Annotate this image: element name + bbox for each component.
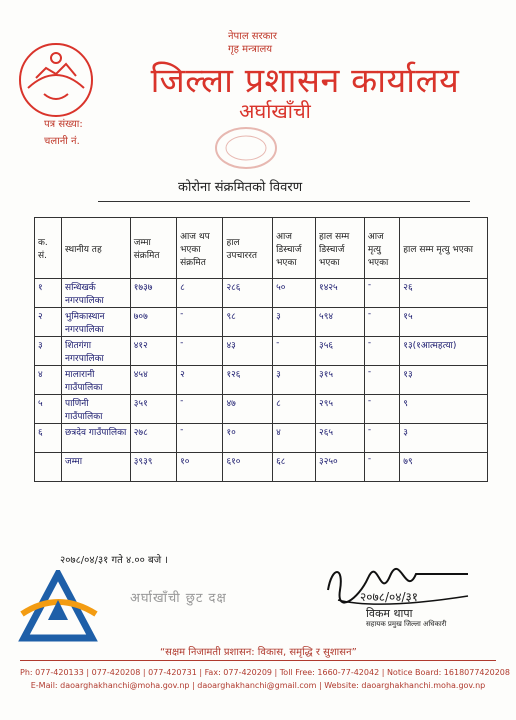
col-discharged-total: हाल सम्म डिस्चार्ज भएका bbox=[316, 218, 365, 279]
col-new-infected: आज थप भएका संक्रमित bbox=[177, 218, 223, 279]
district-slogan: अर्घाखाँची छुट दक्ष bbox=[130, 591, 227, 606]
cell: - bbox=[364, 337, 399, 366]
cell: ३ bbox=[400, 424, 488, 453]
cell: ५ bbox=[35, 395, 62, 424]
arghakhanchi-logo-icon bbox=[18, 570, 98, 642]
cell: - bbox=[364, 308, 399, 337]
cell: ४ bbox=[35, 366, 62, 395]
cell: - bbox=[364, 366, 399, 395]
title-underline bbox=[98, 201, 470, 202]
cell: १३(१आत्महत्या) bbox=[400, 337, 488, 366]
cell: ३ bbox=[273, 308, 316, 337]
footer-contacts: Ph: 077-420133 | 077-420208 | 077-420731 | Fax: 077-420209 | Toll Free: 1660-77-42042 | Notice Board: 1618077420208 bbox=[20, 668, 510, 677]
col-deaths-today: आज मृत्यु भएका bbox=[364, 218, 399, 279]
cell: - bbox=[177, 308, 223, 337]
signature-date: २०७८/०४/३१ bbox=[360, 590, 419, 604]
table-row bbox=[35, 337, 488, 366]
col-local-level: स्थानीय तह bbox=[62, 218, 131, 279]
table-header-row bbox=[35, 218, 488, 279]
district-name: अर्घाखाँची bbox=[239, 99, 311, 123]
cell: २६५ bbox=[316, 424, 365, 453]
cell: ३९३९ bbox=[130, 453, 176, 482]
cell: १ bbox=[35, 279, 62, 308]
col-serial: क. सं. bbox=[35, 218, 62, 279]
cell: १७३७ bbox=[130, 279, 176, 308]
cell: ३ bbox=[35, 337, 62, 366]
cell: ८ bbox=[177, 279, 223, 308]
nepal-emblem-icon bbox=[14, 38, 98, 122]
cell: १४२५ bbox=[316, 279, 365, 308]
cell: १३ bbox=[400, 366, 488, 395]
reference-block bbox=[44, 116, 83, 150]
footer-divider bbox=[20, 660, 496, 661]
cell: ३१५ bbox=[316, 366, 365, 395]
cell: ४१२ bbox=[130, 337, 176, 366]
cell: मालारानी गाउँपालिका bbox=[62, 366, 131, 395]
cell: २ bbox=[177, 366, 223, 395]
cell: सन्धिखर्क नगरपालिका bbox=[62, 279, 131, 308]
cell: - bbox=[364, 279, 399, 308]
cell: ६१० bbox=[223, 453, 273, 482]
cell: ५० bbox=[273, 279, 316, 308]
signatory-role: सहायक प्रमुख जिल्ला अधिकारी bbox=[366, 620, 447, 628]
covid-status-table bbox=[34, 217, 488, 482]
cell: १२६ bbox=[223, 366, 273, 395]
cell: ९ bbox=[400, 395, 488, 424]
cell: ३ bbox=[273, 366, 316, 395]
col-total-infected: जम्मा संक्रमित bbox=[130, 218, 176, 279]
cell: ७०७ bbox=[130, 308, 176, 337]
cell: २८६ bbox=[223, 279, 273, 308]
cell: - bbox=[364, 453, 399, 482]
cell: - bbox=[177, 424, 223, 453]
table-row bbox=[35, 279, 488, 308]
table-row bbox=[35, 366, 488, 395]
cell: १० bbox=[177, 453, 223, 482]
cell: २ bbox=[35, 308, 62, 337]
cell: ९८ bbox=[223, 308, 273, 337]
cell: ३२५० bbox=[316, 453, 365, 482]
cell: - bbox=[177, 395, 223, 424]
cell bbox=[35, 453, 62, 482]
cell: १५ bbox=[400, 308, 488, 337]
report-datetime: २०७८/०४/३१ गते ४.०० बजे । bbox=[60, 555, 169, 566]
table-total-row bbox=[35, 453, 488, 482]
cell: ४५४ bbox=[130, 366, 176, 395]
cell: ४३ bbox=[223, 337, 273, 366]
footer-emails: E-Mail: daoarghakhanchi@moha.gov.np | daoarghakhanchi@gmail.com | Website: daoarghakhanchi.moha.gov.np bbox=[30, 681, 486, 690]
cell: - bbox=[364, 395, 399, 424]
cell: २९५ bbox=[316, 395, 365, 424]
cell: - bbox=[177, 337, 223, 366]
cell: भुमिकास्थान नगरपालिका bbox=[62, 308, 131, 337]
col-under-treatment: हाल उपचाररत bbox=[223, 218, 273, 279]
cell: ३५१ bbox=[130, 395, 176, 424]
cell: ३५६ bbox=[316, 337, 365, 366]
cell: शितगंगा नगरपालिका bbox=[62, 337, 131, 366]
report-title: कोरोना संक्रमितको विवरण bbox=[178, 180, 303, 195]
ref-number-label: पत्र संख्या: bbox=[44, 119, 83, 130]
cell: २६ bbox=[400, 279, 488, 308]
footer-motto: “सक्षम निजामती प्रशासन: विकास, समृद्धि र सुशासन” bbox=[160, 647, 357, 658]
dispatch-number-label: चलानी नं. bbox=[44, 136, 80, 147]
table-row bbox=[35, 424, 488, 453]
cell: ४७ bbox=[223, 395, 273, 424]
office-title: जिल्ला प्रशासन कार्यालय bbox=[150, 61, 460, 101]
col-deaths-total: हाल सम्म मृत्यु भएका bbox=[400, 218, 488, 279]
signatory-name: विकम थापा bbox=[366, 607, 413, 620]
office-stamp-icon bbox=[210, 124, 282, 172]
gov-line-1: नेपाल सरकार bbox=[228, 31, 277, 42]
cell: - bbox=[273, 337, 316, 366]
cell: ४ bbox=[273, 424, 316, 453]
col-discharged-today: आज डिस्चार्ज भएका bbox=[273, 218, 316, 279]
cell: १० bbox=[223, 424, 273, 453]
cell: ५९४ bbox=[316, 308, 365, 337]
cell: ८ bbox=[273, 395, 316, 424]
table-row bbox=[35, 395, 488, 424]
cell: २७८ bbox=[130, 424, 176, 453]
cell: छत्रदेव गाउँपालिका bbox=[62, 424, 131, 453]
cell: ६८ bbox=[273, 453, 316, 482]
cell: जम्मा bbox=[62, 453, 131, 482]
cell: पाणिनी गाउँपालिका bbox=[62, 395, 131, 424]
government-header bbox=[228, 30, 277, 56]
cell: - bbox=[364, 424, 399, 453]
gov-line-2: गृह मन्त्रालय bbox=[228, 44, 273, 55]
cell: ७९ bbox=[400, 453, 488, 482]
table-row bbox=[35, 308, 488, 337]
cell: ६ bbox=[35, 424, 62, 453]
